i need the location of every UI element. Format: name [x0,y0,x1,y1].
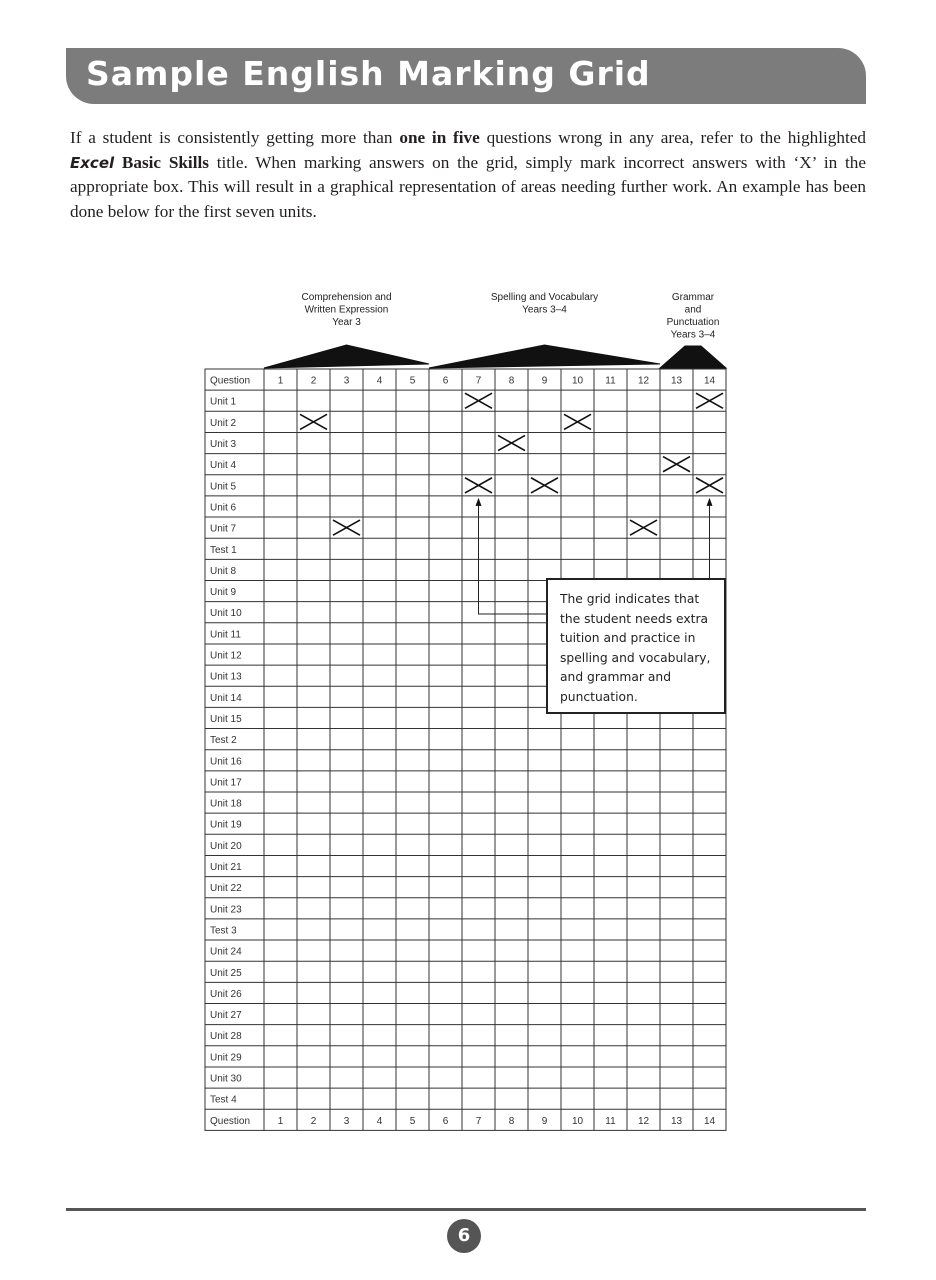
question-header-number: 7 [475,375,482,387]
arrow-head [476,498,482,506]
question-header-number: 6 [442,375,449,387]
group-header-line: Years 3–4 [670,329,716,341]
question-footer-number: 14 [703,1115,716,1127]
question-header-number: 9 [541,375,548,387]
group-header-line: Year 3 [332,317,361,328]
question-footer-number: 1 [277,1115,284,1127]
question-header-number: 5 [409,375,416,387]
row-label: Unit 6 [210,502,237,514]
group-header-line: Grammar [671,292,715,303]
group-header-line: Spelling and Vocabulary [490,292,599,303]
row-label: Unit 14 [210,692,242,704]
question-header-number: 8 [508,375,515,387]
row-label: Unit 18 [210,798,242,810]
question-footer-number: 8 [508,1115,515,1127]
intro-text-1: If a student is consistently getting more than [70,128,400,147]
question-header-number: 14 [703,375,716,387]
row-label: Unit 26 [210,988,242,1000]
row-label: Unit 11 [210,629,241,641]
row-label: Unit 20 [210,840,242,852]
question-footer-number: 10 [571,1115,584,1127]
intro-text-3: title. When marking answers on the grid, simply mark incorrect answers with ‘X’ in the appropriate box. This will result in a graphical representation of areas needing further work. An example has been done below for the first seven units. [70,152,866,221]
row-label: Unit 8 [210,565,237,577]
question-header-number: 10 [571,375,584,387]
question-header-label: Question [210,375,251,387]
group-bracket [660,346,726,368]
intro-text-2: questions wrong in any area, refer to the highlighted [479,128,866,147]
question-header-number: 13 [670,375,683,387]
row-label: Unit 22 [210,883,242,895]
row-label: Test 4 [210,1094,237,1106]
row-label: Test 3 [210,925,237,937]
question-footer-number: 11 [605,1115,616,1127]
question-footer-number: 9 [541,1115,548,1127]
callout-box: The grid indicates that the student needs extra tuition and practice in spelling and vocabulary, and grammar and punctuation. [546,578,726,714]
question-header-number: 2 [310,375,317,387]
row-label: Unit 7 [210,523,237,535]
row-label: Unit 2 [210,417,237,429]
question-footer-number: 5 [409,1115,416,1127]
row-label: Unit 16 [210,756,242,768]
row-label: Unit 30 [210,1073,242,1085]
question-header-number: 4 [376,375,383,387]
question-footer-label: Question [210,1115,251,1127]
group-bracket [429,345,660,368]
group-header-line: Written Expression [304,304,389,316]
row-label: Unit 12 [210,650,242,662]
row-label: Unit 15 [210,713,242,725]
row-label: Unit 17 [210,777,242,789]
row-label: Unit 25 [210,967,242,979]
intro-bold-2: Basic Skills [114,152,209,172]
footer-divider [66,1208,866,1211]
row-label: Unit 27 [210,1010,242,1022]
row-label: Unit 10 [210,608,242,620]
page-title: Sample English Marking Grid [86,54,651,93]
group-header-line: Years 3–4 [522,304,567,316]
question-header-number: 1 [277,375,284,387]
row-label: Unit 28 [210,1031,242,1043]
row-label: Unit 3 [210,439,237,451]
question-header-number: 12 [637,375,650,387]
intro-bold-1: one in five [399,128,480,147]
row-label: Unit 21 [210,862,242,874]
row-label: Unit 29 [210,1052,242,1064]
group-bracket [264,345,429,368]
group-header-line: Punctuation [666,317,720,328]
question-header-number: 11 [605,375,616,387]
question-header-number: 3 [343,375,350,387]
row-label: Unit 9 [210,587,237,599]
question-footer-number: 12 [637,1115,650,1127]
arrow-head [707,498,713,506]
row-label: Unit 23 [210,904,242,916]
question-footer-number: 7 [475,1115,482,1127]
row-label: Unit 24 [210,946,242,958]
row-label: Unit 5 [210,481,237,493]
question-footer-number: 3 [343,1115,350,1127]
group-header-line: Comprehension and [301,292,392,303]
group-header-line: and [684,304,702,316]
page-number: 6 [447,1219,481,1253]
row-label: Unit 19 [210,819,242,831]
row-label: Test 2 [210,735,237,747]
question-footer-number: 4 [376,1115,383,1127]
row-label: Unit 1 [210,396,237,408]
question-footer-number: 13 [670,1115,683,1127]
row-label: Unit 4 [210,460,237,472]
row-label: Unit 13 [210,671,242,683]
brand-name: Excel [70,153,115,172]
question-footer-number: 6 [442,1115,449,1127]
row-label: Test 1 [210,544,237,556]
question-footer-number: 2 [310,1115,317,1127]
